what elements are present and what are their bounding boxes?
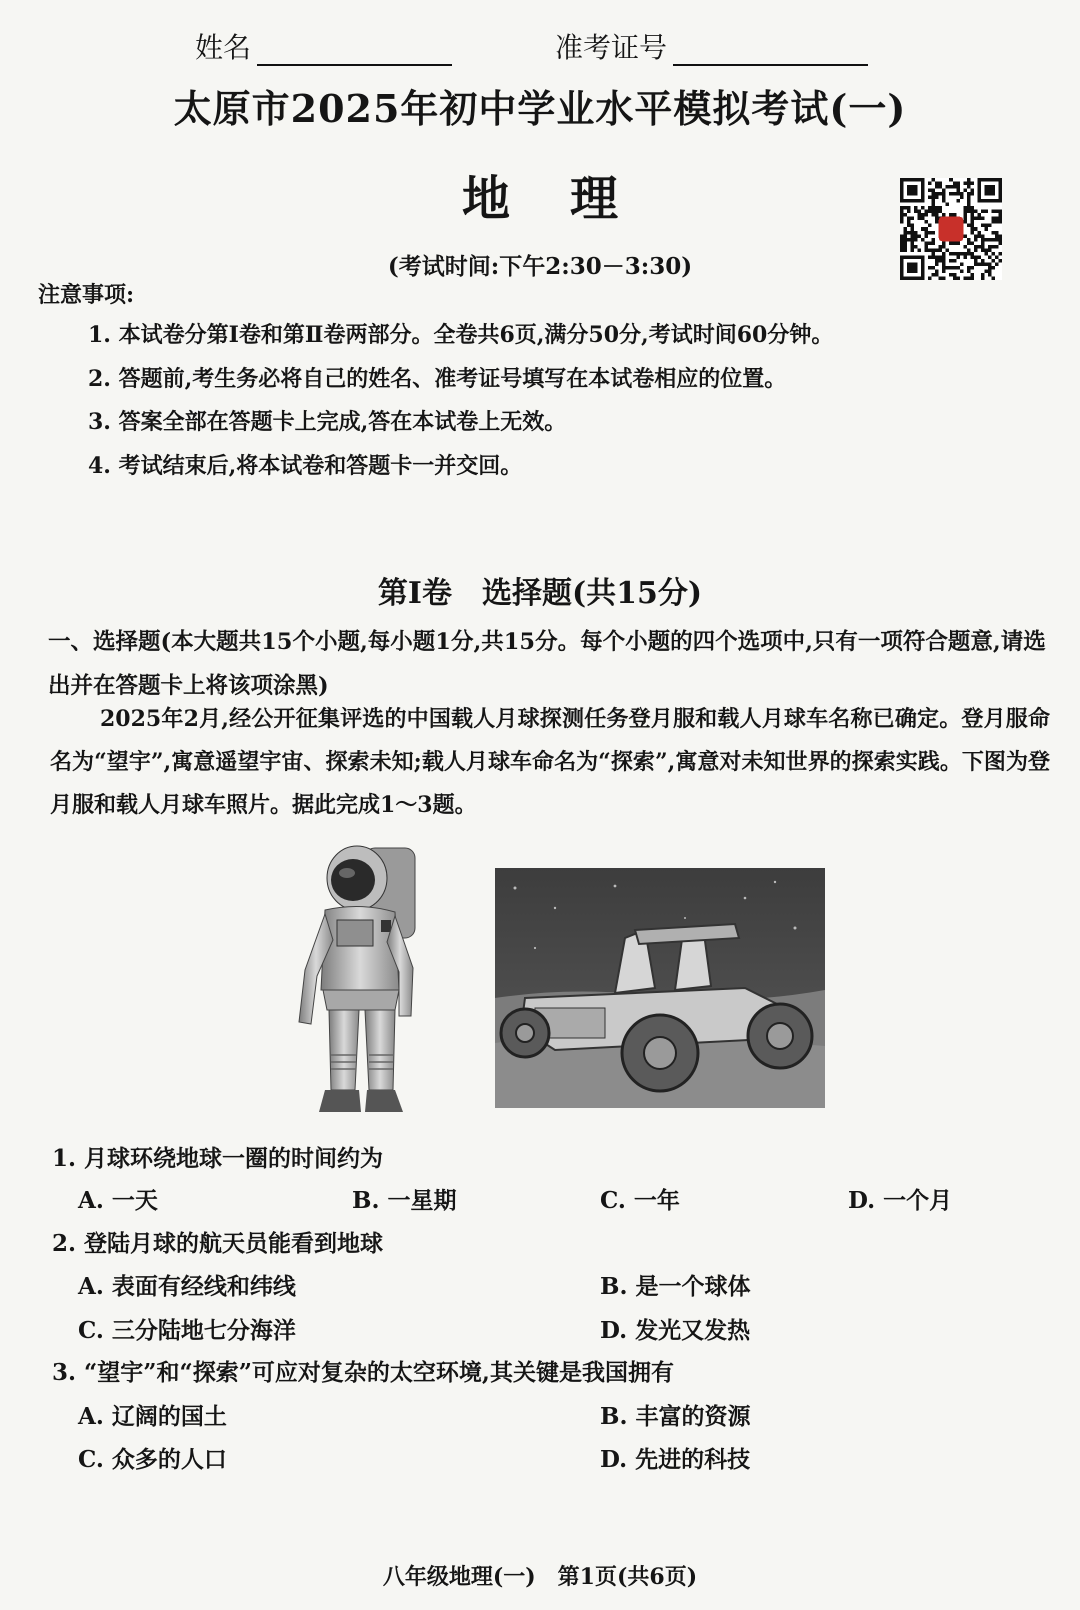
part1-title: 第Ⅰ卷 选择题(共15分) [377, 576, 703, 611]
option-d: D. 发光又发热 [600, 1317, 751, 1344]
option-b: B. 一星期 [352, 1187, 457, 1214]
exam-id-label: 准考证号 [555, 31, 668, 64]
exam-id-blank [673, 34, 868, 66]
option-d: D. 一个月 [848, 1187, 953, 1214]
note-item: 4. 考试结束后,将本试卷和答题卡一并交回。 [88, 453, 523, 479]
exam-id-field [555, 26, 868, 66]
name-field [195, 26, 452, 66]
option-c: C. 三分陆地七分海洋 [78, 1317, 296, 1344]
reading-passage: 2025年2月,经公开征集评选的中国载人月球探测任务登月服和载人月球车名称已确定。登月服命名为“望宇”,寓意遥望宇宙、探索未知;载人月球车命名为“探索”,寓意对未知世界的探索实践。下图为登月服和载人月球车照片。据此完成1～3题。 [50, 706, 1050, 818]
spacesuit-photo [285, 840, 435, 1120]
note-item: 2. 答题前,考生务必将自己的姓名、准考证号填写在本试卷相应的位置。 [88, 366, 787, 392]
exam-time: (考试时间:下午2:30－3:30) [387, 253, 693, 280]
exam-title: 太原市2025年初中学业水平模拟考试(一) [173, 86, 907, 131]
question-stem: 2. 登陆月球的航天员能看到地球 [52, 1230, 384, 1257]
subject-title: 地理 [461, 171, 678, 227]
option-b: B. 丰富的资源 [600, 1403, 751, 1430]
qr-logo-icon [939, 217, 964, 242]
option-a: A. 表面有经线和纬线 [78, 1273, 296, 1300]
question-stem: 1. 月球环绕地球一圈的时间约为 [52, 1145, 384, 1172]
qr-code-icon [900, 178, 1002, 280]
page-footer: 八年级地理(一) 第1页(共6页) [382, 1564, 698, 1590]
option-a: A. 辽阔的国土 [78, 1403, 227, 1430]
note-item: 3. 答案全部在答题卡上完成,答在本试卷上无效。 [88, 409, 567, 435]
option-b: B. 是一个球体 [600, 1273, 751, 1300]
name-label: 姓名 [195, 31, 252, 64]
option-a: A. 一天 [78, 1187, 158, 1214]
option-c: C. 一年 [600, 1187, 680, 1214]
option-d: D. 先进的科技 [600, 1446, 751, 1473]
notes-heading: 注意事项: [38, 282, 135, 308]
question-stem: 3. “望宇”和“探索”可应对复杂的太空环境,其关键是我国拥有 [52, 1359, 674, 1386]
lunar-rover-photo [495, 868, 825, 1108]
option-c: C. 众多的人口 [78, 1446, 227, 1473]
name-blank [257, 34, 452, 66]
note-item: 1. 本试卷分第Ⅰ卷和第Ⅱ卷两部分。全卷共6页,满分50分,考试时间60分钟。 [88, 322, 834, 348]
section-instruction: 一、选择题(本大题共15个小题,每小题1分,共15分。每个小题的四个选项中,只有一项符合题意,请选出并在答题卡上将该项涂黑) [48, 629, 1046, 699]
